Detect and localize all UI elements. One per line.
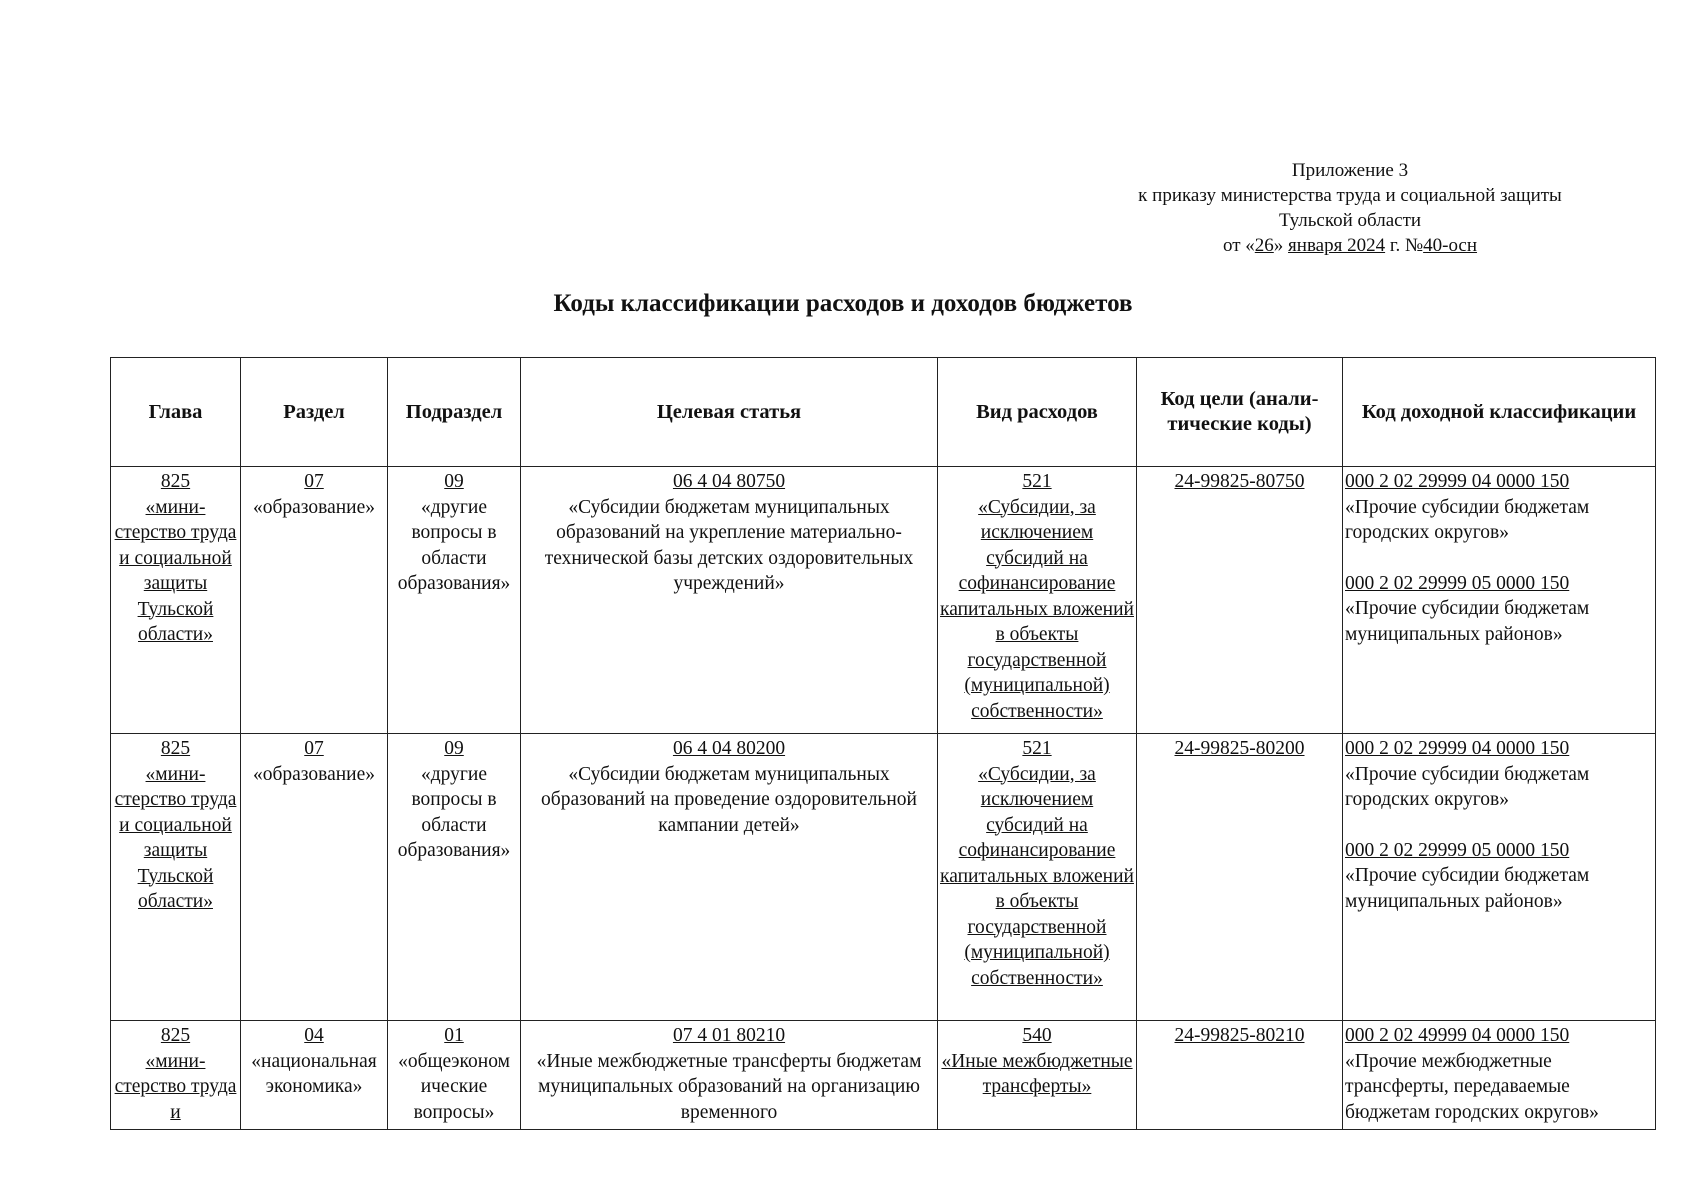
document-title: Коды классификации расходов и доходов бюджетов [553, 290, 1133, 317]
table-row [111, 734, 1656, 1021]
order-month-year: января 2024 [1288, 235, 1386, 256]
cell-podrazdel: 09 «другие вопросы в области образования» [388, 467, 521, 734]
header-razdel: Раздел [241, 358, 388, 467]
order-day: 26 [1254, 235, 1274, 256]
cell-celevaya-statya: 07 4 01 80210 «Иные межбюджетные трансферты бюджетам муниципальных образований на организацию временного [521, 1021, 938, 1130]
cell-podrazdel: 01 «общеэконом ические вопросы» [388, 1021, 521, 1130]
header-glava: Глава [111, 358, 241, 467]
classification-table [110, 357, 1656, 1130]
cell-kod-dokhodnoy: 000 2 02 49999 04 0000 150 «Прочие межбюджетные трансферты, передаваемые бюджетам городских округов» [1343, 1021, 1656, 1130]
cell-razdel: 07 «образование» [241, 467, 388, 734]
cell-razdel: 07 «образование» [241, 734, 388, 1021]
table-row [111, 467, 1656, 734]
cell-vid-raskhodov: 521 «Субсидии, за исключением субсидий на софинансирование капитальных вложений в объекты государственной (муниципальной) собственности» [938, 734, 1137, 1021]
cell-kod-celi: 24-99825-80200 [1137, 734, 1343, 1021]
table-header-row [111, 358, 1656, 467]
cell-podrazdel: 09 «другие вопросы в области образования» [388, 734, 521, 1021]
order-number: 40-осн [1423, 235, 1478, 256]
appendix-number: Приложение 3 [1291, 160, 1409, 181]
cell-kod-celi: 24-99825-80750 [1137, 467, 1343, 734]
cell-glava: 825 «мини-стерство труда и социальной защиты Тульской области» [111, 734, 241, 1021]
header-celevaya-statya: Целевая статья [521, 358, 938, 467]
cell-razdel: 04 «национальная экономика» [241, 1021, 388, 1130]
header-vid-raskhodov: Вид расходов [938, 358, 1137, 467]
cell-glava: 825 «мини-стерство труда и [111, 1021, 241, 1130]
header-kod-celi: Код цели (анали-тические коды) [1137, 358, 1343, 467]
appendix-order-ref: к приказу министерства труда и социальной защиты [1138, 185, 1562, 206]
appendix-header [1050, 158, 1650, 258]
table-row [111, 1021, 1656, 1130]
appendix-date-line: от «26» января 2024 г. №40-осн [1222, 235, 1478, 256]
header-podrazdel: Подраздел [388, 358, 521, 467]
cell-kod-celi: 24-99825-80210 [1137, 1021, 1343, 1130]
cell-vid-raskhodov: 540 «Иные межбюджетные трансферты» [938, 1021, 1137, 1130]
appendix-region: Тульской области [1278, 210, 1422, 231]
cell-vid-raskhodov: 521 «Субсидии, за исключением субсидий на софинансирование капитальных вложений в объекты государственной (муниципальной) собственности» [938, 467, 1137, 734]
cell-celevaya-statya: 06 4 04 80200 «Субсидии бюджетам муниципальных образований на проведение оздоровительной кампании детей» [521, 734, 938, 1021]
cell-glava: 825 «мини-стерство труда и социальной защиты Тульской области» [111, 467, 241, 734]
cell-kod-dokhodnoy: 000 2 02 29999 04 0000 150 «Прочие субсидии бюджетам городских округов» 000 2 02 29999 05 0000 150 «Прочие субсидии бюджетам муниципальных районов» [1343, 467, 1656, 734]
cell-kod-dokhodnoy: 000 2 02 29999 04 0000 150 «Прочие субсидии бюджетам городских округов» 000 2 02 29999 05 0000 150 «Прочие субсидии бюджетам муниципальных районов» [1343, 734, 1656, 1021]
cell-celevaya-statya: 06 4 04 80750 «Субсидии бюджетам муниципальных образований на укрепление материально-технической базы детских оздоровительных учреждений» [521, 467, 938, 734]
header-kod-dokhodnoy: Код доходной классификации [1343, 358, 1656, 467]
